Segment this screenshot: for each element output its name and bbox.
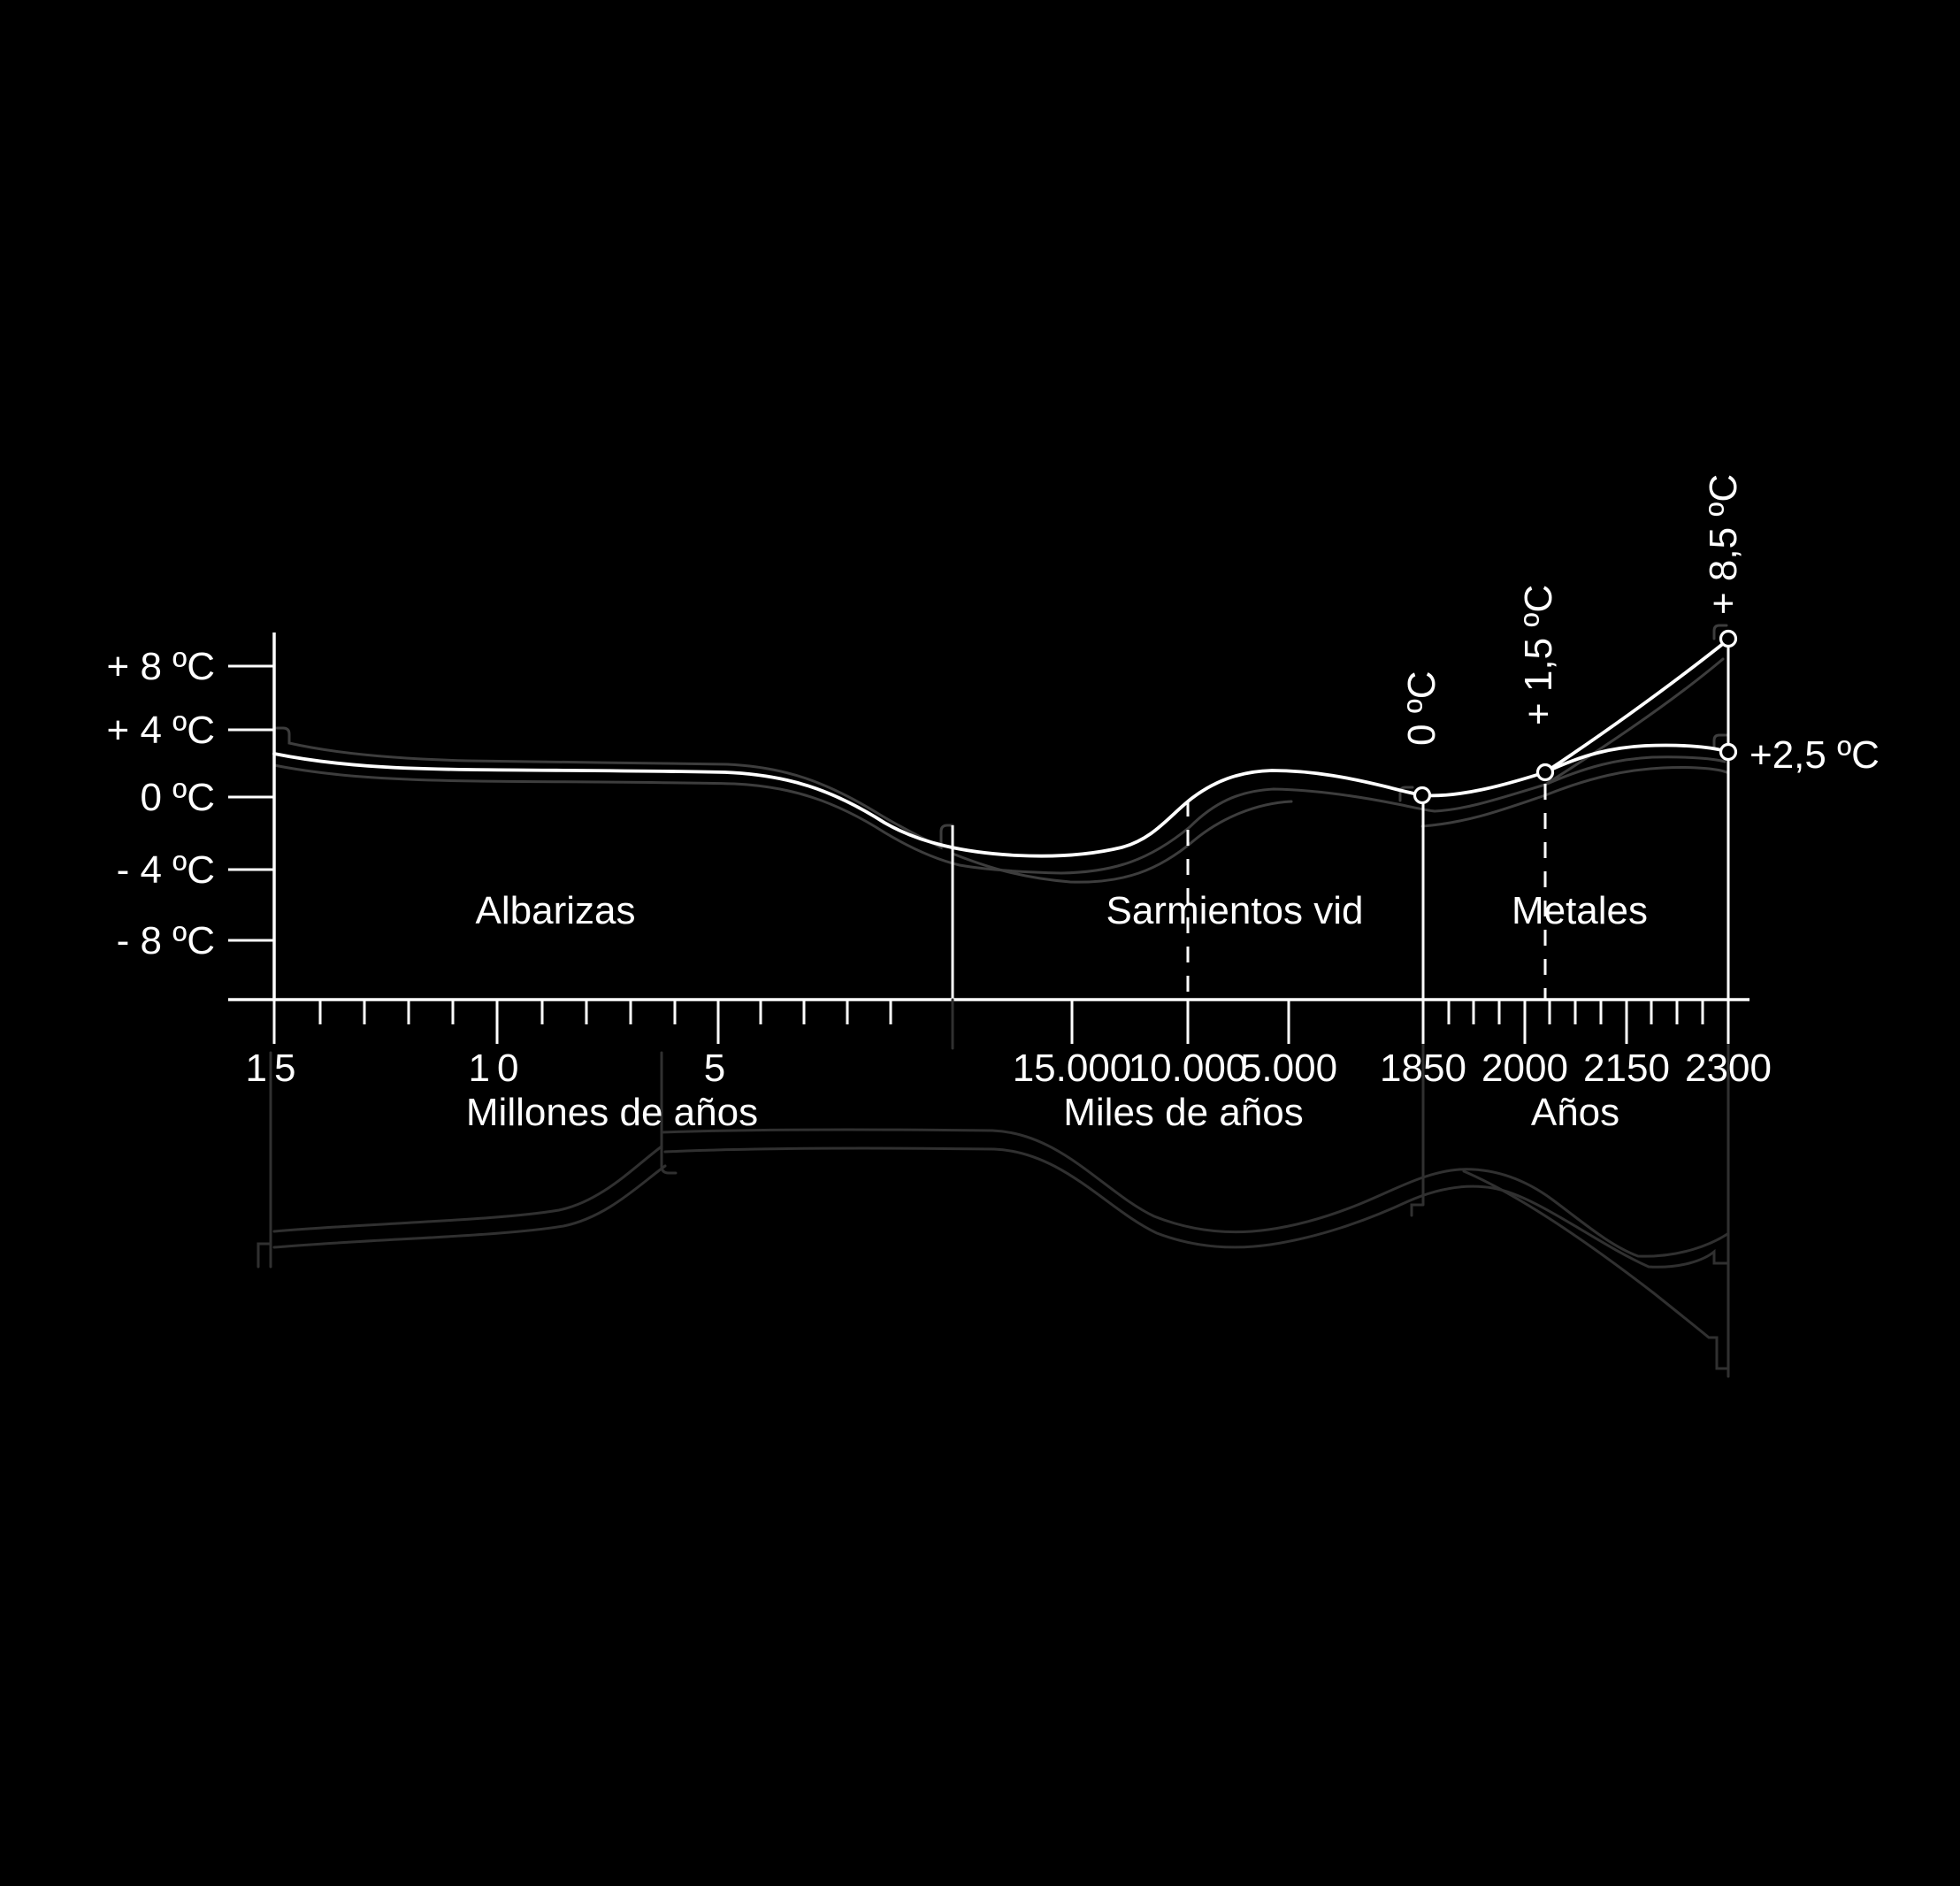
- x-major-ticks: [274, 1000, 1728, 1044]
- annotation-labels: [1400, 474, 1880, 777]
- annotation-2-5c: +2,5 ºC: [1749, 733, 1880, 777]
- annotation-1-5c: + 1,5 ºC: [1517, 584, 1560, 725]
- echo-projection-high: [1545, 659, 1723, 785]
- y-label-m4: - 4 ºC: [116, 848, 215, 892]
- y-label-p8: + 8 ºC: [106, 645, 215, 688]
- region-label-metales: Metales: [1511, 889, 1649, 932]
- x-label-10ma: 10: [468, 1046, 526, 1090]
- region-label-sarmientos: Sarmientos vid: [1106, 889, 1364, 932]
- x-label-15ma: 15: [245, 1046, 303, 1090]
- marker-2030-1-5c: [1538, 765, 1553, 780]
- y-axis-labels: [107, 645, 215, 962]
- x-axis-labels: [246, 1046, 1772, 1090]
- x-label-1850: 1850: [1380, 1046, 1466, 1090]
- x-label-2300: 2300: [1685, 1046, 1772, 1090]
- reflection-line-1850: [1412, 1000, 1423, 1215]
- echo-lower-second: [953, 801, 1291, 882]
- reflection-band-bottom: [274, 1148, 1728, 1267]
- annotation-8-5c: + 8,5 ºC: [1702, 473, 1745, 615]
- echo-strand-anios: [1422, 767, 1726, 826]
- x-minor-ticks: [320, 1000, 1703, 1024]
- echo-group: [274, 625, 1726, 882]
- marker-2300-8-5c: [1721, 632, 1736, 647]
- section-label-miles: Miles de años: [1063, 1091, 1304, 1134]
- x-label-2000: 2000: [1481, 1046, 1568, 1090]
- section-labels: [466, 1091, 1619, 1134]
- reflection-band-top-left: [274, 1146, 662, 1231]
- reflection-projection-steep: [1464, 1171, 1728, 1368]
- echo-lower-main: [274, 765, 1545, 873]
- region-labels: [476, 889, 1649, 932]
- x-label-5000: 5.000: [1239, 1046, 1338, 1090]
- region-label-albarizas: Albarizas: [475, 889, 636, 932]
- projection-high-curve: [1545, 640, 1728, 772]
- x-label-15000: 15.000: [1012, 1046, 1132, 1090]
- x-label-2150: 2150: [1583, 1046, 1670, 1090]
- y-label-0: 0 ºC: [140, 776, 215, 819]
- marker-1850-0c: [1415, 788, 1430, 803]
- annotation-0c: 0 ºC: [1400, 671, 1443, 746]
- y-label-m8: - 8 ºC: [116, 919, 215, 962]
- annotation-lines: [1188, 646, 1728, 1000]
- x-label-10000: 10.000: [1128, 1046, 1248, 1090]
- section-label-anios: Años: [1530, 1091, 1620, 1134]
- echo-upper-with-step: [274, 728, 953, 847]
- y-label-p4: + 4 ºC: [106, 709, 215, 752]
- marker-2300-2-5c: [1721, 745, 1736, 760]
- x-label-5ma: 5: [703, 1046, 733, 1090]
- section-label-millones: Millones de años: [465, 1091, 759, 1134]
- temperature-history-curve: [274, 754, 1545, 856]
